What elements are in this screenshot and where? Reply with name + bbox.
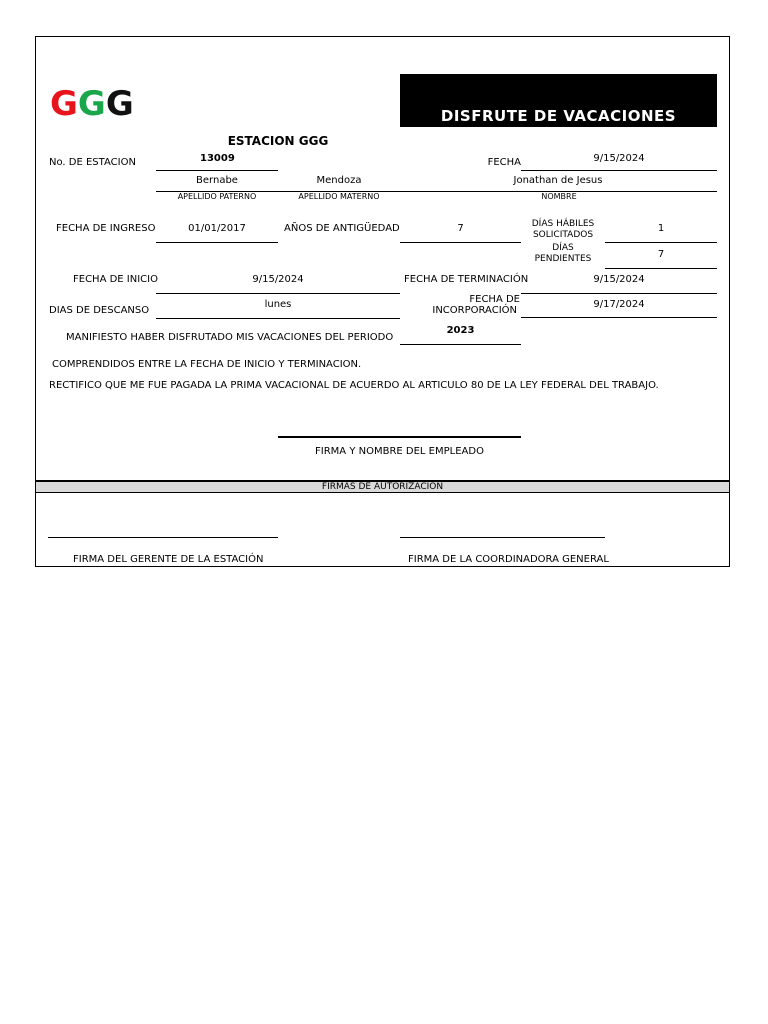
firma-coordinadora-label: FIRMA DE LA COORDINADORA GENERAL	[408, 554, 609, 565]
station-number-label: No. DE ESTACION	[49, 157, 136, 168]
fecha-terminacion-label: FECHA DE TERMINACIÓN	[404, 274, 529, 285]
fecha-incorporacion-line	[521, 317, 717, 318]
apellido-paterno-value: Bernabe	[196, 175, 238, 186]
empleado-signature-line	[278, 436, 521, 438]
dias-pendientes-line	[605, 268, 717, 269]
manifiesto-text: MANIFIESTO HABER DISFRUTADO MIS VACACIONES DEL PERIODO	[66, 332, 394, 343]
dias-habiles-line	[605, 242, 717, 243]
firmas-autorizacion-label: FIRMAS DE AUTORIZACION	[321, 482, 444, 492]
nombre-value: Jonathan de Jesus	[513, 175, 603, 186]
incorporacion-label-2: INCORPORACIÓN	[432, 305, 517, 316]
title-banner	[400, 74, 717, 127]
logo-letter-g-green: G	[77, 84, 106, 124]
fecha-ingreso-label: FECHA DE INGRESO	[56, 223, 156, 234]
fecha-terminacion-line	[521, 293, 717, 294]
authorization-header	[36, 480, 729, 493]
antiguedad-line	[400, 242, 521, 243]
apellido-materno-value: Mendoza	[316, 175, 362, 186]
dias-descanso-line	[156, 318, 400, 319]
antiguedad-value: 7	[457, 223, 464, 234]
periodo-value: 2023	[446, 325, 475, 336]
dias-pendientes-label-1: DÍAS	[552, 243, 574, 253]
dias-pendientes-value: 7	[657, 249, 665, 260]
rectifico-text: RECTIFICO QUE ME FUE PAGADA LA PRIMA VACACIONAL DE ACUERDO AL ARTICULO 80 DE LA LEY FEDERAL DEL TRABAJO.	[49, 380, 659, 391]
logo-letter-g-black: G	[105, 84, 134, 124]
fecha-inicio-value: 9/15/2024	[252, 274, 304, 285]
form-title: DISFRUTE DE VACACIONES	[440, 107, 677, 125]
incorporacion-label-1: FECHA DE	[469, 294, 520, 305]
fecha-ingreso-line	[156, 242, 278, 243]
fecha-inicio-label: FECHA DE INICIO	[73, 274, 158, 285]
station-number-line	[156, 170, 278, 171]
apellido-materno-label: APELLIDO MATERNO	[298, 192, 380, 201]
fecha-label: FECHA	[487, 157, 521, 168]
fecha-line	[521, 170, 717, 171]
fecha-ingreso-value: 01/01/2017	[188, 223, 246, 234]
logo-letter-g-red: G	[50, 84, 78, 124]
dias-pendientes-label-2: PENDIENTES	[534, 254, 592, 264]
fecha-incorporacion-value: 9/17/2024	[593, 299, 645, 310]
dias-habiles-value: 1	[657, 223, 665, 234]
fecha-inicio-line	[156, 293, 400, 294]
station-name: ESTACION GGG	[227, 134, 329, 148]
fecha-value: 9/15/2024	[593, 153, 645, 164]
firma-empleado-label: FIRMA Y NOMBRE DEL EMPLEADO	[315, 446, 484, 457]
dias-descanso-label: DIAS DE DESCANSO	[49, 305, 150, 316]
station-number-value: 13009	[200, 153, 235, 164]
periodo-line	[400, 344, 521, 345]
fecha-terminacion-value: 9/15/2024	[593, 274, 645, 285]
dias-habiles-label-1: DÍAS HÁBILES	[531, 219, 595, 229]
dias-descanso-value: lunes	[264, 299, 292, 310]
ggg-logo	[50, 86, 134, 122]
antiguedad-label: AÑOS DE ANTIGÜEDAD	[284, 223, 400, 234]
dias-habiles-label-2: SOLICITADOS	[532, 230, 594, 240]
apellido-paterno-label: APELLIDO PATERNO	[177, 192, 257, 201]
firma-gerente-label: FIRMA DEL GERENTE DE LA ESTACIÓN	[73, 554, 264, 565]
nombre-label: NOMBRE	[541, 192, 577, 201]
coordinadora-signature-line	[400, 537, 605, 538]
comprendidos-text: COMPRENDIDOS ENTRE LA FECHA DE INICIO Y TERMINACION.	[52, 359, 362, 370]
gerente-signature-line	[48, 537, 278, 538]
